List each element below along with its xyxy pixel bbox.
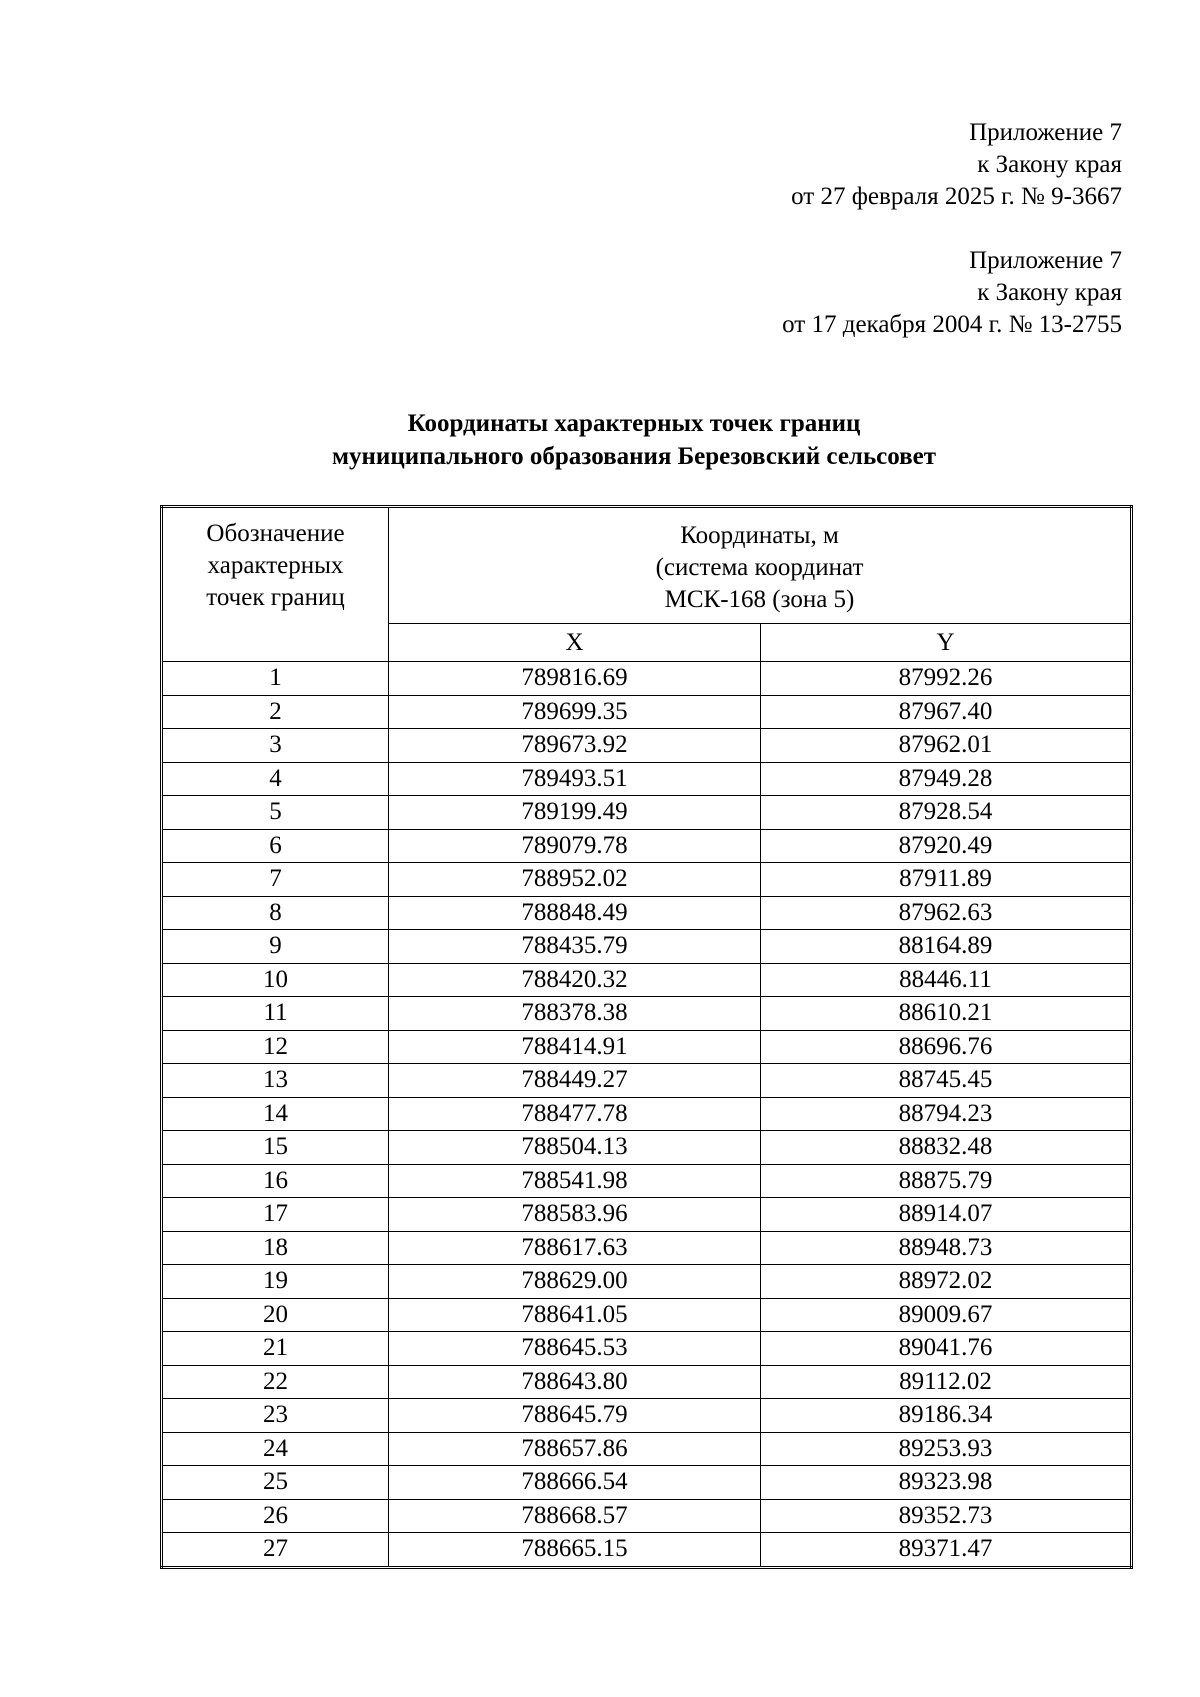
table-row	[162, 997, 1132, 1031]
appendix-header-original	[782, 245, 1122, 341]
table-row	[162, 1533, 1132, 1568]
x-coordinate-cell: 788643.80	[389, 1365, 761, 1399]
y-coordinate-cell: 89041.76	[761, 1332, 1132, 1366]
y-coordinate-cell: 89009.67	[761, 1298, 1132, 1332]
y-coordinate-cell: 88446.11	[761, 963, 1132, 997]
y-coordinate-cell: 89352.73	[761, 1499, 1132, 1533]
appendix-label: Приложение 7	[969, 119, 1122, 146]
y-coordinate-cell: 88610.21	[761, 997, 1132, 1031]
table-row	[162, 1265, 1132, 1299]
x-coordinate-cell: 789816.69	[389, 662, 761, 696]
y-coordinate-cell: 89186.34	[761, 1399, 1132, 1433]
point-number-cell: 19	[162, 1265, 389, 1299]
point-number-cell: 5	[162, 796, 389, 830]
x-coordinate-cell: 788665.15	[389, 1533, 761, 1568]
coordinates-header: Координаты, м (система координат МСК-168 (зона 5)	[389, 507, 1132, 624]
point-number-cell: 6	[162, 829, 389, 863]
point-number-cell: 2	[162, 695, 389, 729]
x-coordinate-cell: 788641.05	[389, 1298, 761, 1332]
table-row	[162, 1231, 1132, 1265]
x-coordinate-cell: 789699.35	[389, 695, 761, 729]
y-coordinate-cell: 87962.01	[761, 729, 1132, 763]
y-coordinate-cell: 87992.26	[761, 662, 1132, 696]
point-number-cell: 8	[162, 896, 389, 930]
x-coordinate-cell: 788668.57	[389, 1499, 761, 1533]
y-coordinate-cell: 87911.89	[761, 863, 1132, 897]
y-coordinate-cell: 89323.98	[761, 1466, 1132, 1500]
x-coordinate-cell: 788657.86	[389, 1432, 761, 1466]
table-row	[162, 762, 1132, 796]
table-row	[162, 1399, 1132, 1433]
table-row	[162, 729, 1132, 763]
point-number-cell: 21	[162, 1332, 389, 1366]
point-number-cell: 12	[162, 1030, 389, 1064]
point-number-cell: 15	[162, 1131, 389, 1165]
y-coordinate-cell: 87962.63	[761, 896, 1132, 930]
document-title-line-2: муниципального образования Березовский сельсовет	[331, 443, 937, 470]
table-row	[162, 1131, 1132, 1165]
point-number-cell: 27	[162, 1533, 389, 1568]
coordinates-table-body	[162, 662, 1132, 1568]
point-number-cell: 7	[162, 863, 389, 897]
y-coordinate-cell: 88914.07	[761, 1198, 1132, 1232]
x-coordinate-cell: 788952.02	[389, 863, 761, 897]
table-row	[162, 1332, 1132, 1366]
document-title-line-1: Координаты характерных точек границ	[407, 410, 861, 437]
y-coordinate-cell: 89112.02	[761, 1365, 1132, 1399]
y-coordinate-cell: 87920.49	[761, 829, 1132, 863]
y-coordinate-cell: 88745.45	[761, 1064, 1132, 1098]
table-row	[162, 1164, 1132, 1198]
y-coordinate-cell: 87949.28	[761, 762, 1132, 796]
table-row	[162, 1030, 1132, 1064]
point-number-cell: 25	[162, 1466, 389, 1500]
x-coordinate-cell: 788617.63	[389, 1231, 761, 1265]
table-row	[162, 930, 1132, 964]
y-coordinate-cell: 88794.23	[761, 1097, 1132, 1131]
x-coordinate-cell: 788414.91	[389, 1030, 761, 1064]
point-number-cell: 9	[162, 930, 389, 964]
point-number-cell: 1	[162, 662, 389, 696]
x-coordinate-cell: 788645.53	[389, 1332, 761, 1366]
table-row	[162, 695, 1132, 729]
table-row	[162, 1198, 1132, 1232]
table-row	[162, 829, 1132, 863]
point-number-cell: 10	[162, 963, 389, 997]
x-coordinate-cell: 789199.49	[389, 796, 761, 830]
x-coordinate-cell: 788378.38	[389, 997, 761, 1031]
table-row	[162, 662, 1132, 696]
point-number-cell: 20	[162, 1298, 389, 1332]
point-number-cell: 14	[162, 1097, 389, 1131]
appendix-header-current	[791, 117, 1122, 213]
y-coordinate-cell: 89371.47	[761, 1533, 1132, 1568]
x-coordinate-cell: 788583.96	[389, 1198, 761, 1232]
point-number-cell: 3	[162, 729, 389, 763]
x-coordinate-cell: 788449.27	[389, 1064, 761, 1098]
document-title	[148, 407, 1120, 473]
appendix-law-date: от 27 февраля 2025 г. № 9-3667	[791, 183, 1122, 210]
y-coordinate-cell: 88164.89	[761, 930, 1132, 964]
point-number-cell: 13	[162, 1064, 389, 1098]
point-number-cell: 4	[162, 762, 389, 796]
point-number-cell: 24	[162, 1432, 389, 1466]
x-coordinate-cell: 789079.78	[389, 829, 761, 863]
x-coordinate-cell: 788848.49	[389, 896, 761, 930]
point-number-cell: 18	[162, 1231, 389, 1265]
x-coordinate-cell: 788645.79	[389, 1399, 761, 1433]
table-row	[162, 1432, 1132, 1466]
point-number-cell: 26	[162, 1499, 389, 1533]
table-row	[162, 796, 1132, 830]
appendix-law-reference: к Закону края	[977, 279, 1122, 306]
x-column-header: X	[389, 624, 761, 662]
y-coordinate-cell: 88696.76	[761, 1030, 1132, 1064]
y-coordinate-cell: 89253.93	[761, 1432, 1132, 1466]
y-coordinate-cell: 88875.79	[761, 1164, 1132, 1198]
table-row	[162, 1365, 1132, 1399]
table-row	[162, 1064, 1132, 1098]
appendix-law-reference: к Закону края	[977, 151, 1122, 178]
point-designation-header: Обозначение характерных точек границ	[162, 507, 389, 662]
table-row	[162, 1499, 1132, 1533]
coordinates-table	[160, 505, 1133, 1569]
appendix-label: Приложение 7	[969, 247, 1122, 274]
table-row	[162, 1298, 1132, 1332]
y-coordinate-cell: 88948.73	[761, 1231, 1132, 1265]
x-coordinate-cell: 788435.79	[389, 930, 761, 964]
x-coordinate-cell: 788420.32	[389, 963, 761, 997]
point-number-cell: 11	[162, 997, 389, 1031]
table-row	[162, 1466, 1132, 1500]
table-row	[162, 1097, 1132, 1131]
table-row	[162, 863, 1132, 897]
x-coordinate-cell: 788541.98	[389, 1164, 761, 1198]
y-coordinate-cell: 88832.48	[761, 1131, 1132, 1165]
x-coordinate-cell: 788477.78	[389, 1097, 761, 1131]
point-number-cell: 16	[162, 1164, 389, 1198]
x-coordinate-cell: 788504.13	[389, 1131, 761, 1165]
x-coordinate-cell: 788629.00	[389, 1265, 761, 1299]
y-coordinate-cell: 87928.54	[761, 796, 1132, 830]
y-column-header: Y	[761, 624, 1132, 662]
point-number-cell: 23	[162, 1399, 389, 1433]
table-row	[162, 963, 1132, 997]
point-number-cell: 22	[162, 1365, 389, 1399]
appendix-law-date: от 17 декабря 2004 г. № 13-2755	[782, 311, 1122, 338]
x-coordinate-cell: 789673.92	[389, 729, 761, 763]
y-coordinate-cell: 87967.40	[761, 695, 1132, 729]
x-coordinate-cell: 788666.54	[389, 1466, 761, 1500]
x-coordinate-cell: 789493.51	[389, 762, 761, 796]
y-coordinate-cell: 88972.02	[761, 1265, 1132, 1299]
table-row	[162, 896, 1132, 930]
point-number-cell: 17	[162, 1198, 389, 1232]
